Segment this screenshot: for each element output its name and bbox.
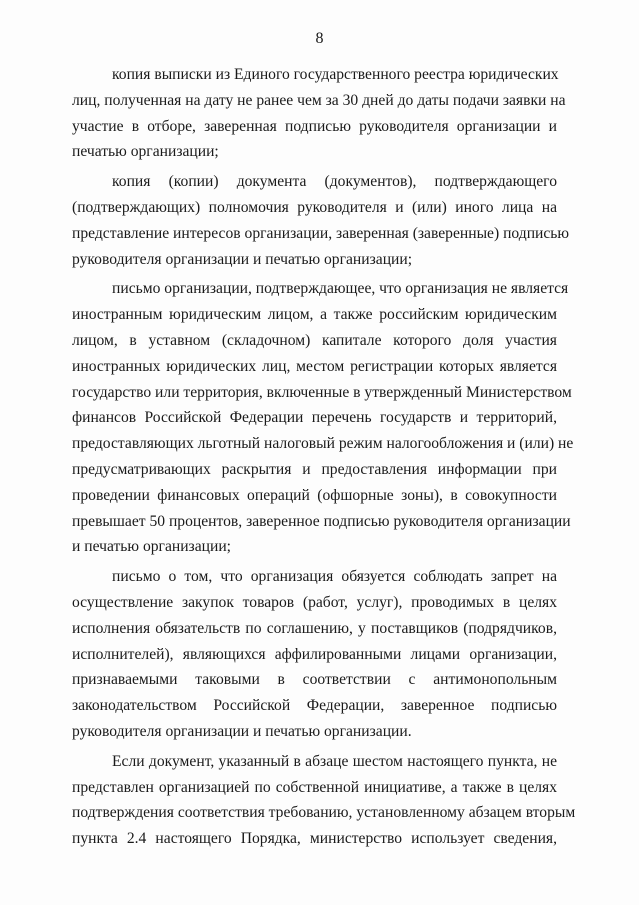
text-line: иностранных юридических лиц, местом регистрации которых является bbox=[72, 357, 557, 375]
text-line: Если документ, указанный в абзаце шестом настоящего пункта, не bbox=[112, 752, 557, 770]
text-line: и печатью организации; bbox=[72, 538, 232, 556]
text-line: (подтверждающих) полномочия руководителя и (или) иного лица на bbox=[72, 198, 557, 216]
text-line: иностранным юридическим лицом, а также российским юридическим bbox=[72, 306, 557, 324]
text-line: лиц, полученная на дату не ранее чем за 30 дней до даты подачи заявки на bbox=[72, 91, 566, 109]
text-line: государство или территория, включенные в утвержденный Министерством bbox=[72, 383, 572, 401]
text-line: руководителя организации и печатью организации; bbox=[72, 250, 413, 268]
paragraph-ministry-verification bbox=[72, 749, 576, 852]
paragraph-offshore-letter bbox=[72, 276, 574, 560]
document-body bbox=[72, 62, 576, 852]
text-line: участие в отборе, заверенная подписью руководителя организации и bbox=[72, 117, 557, 135]
text-line: исполнения обязательств по соглашению, у поставщиков (подрядчиков, bbox=[72, 619, 557, 637]
paragraph-authority-documents bbox=[72, 169, 570, 272]
text-line: представлен организацией по собственной инициативе, а также в целях bbox=[72, 778, 557, 796]
text-line: письмо организации, подтверждающее, что организация не является bbox=[112, 280, 569, 298]
paragraph-procurement-ban-letter bbox=[72, 564, 557, 745]
text-line: печатью организации; bbox=[72, 143, 219, 161]
text-line: лицом, в уставном (складочном) капитале которого доля участия bbox=[72, 331, 557, 349]
text-line: законодательством Российской Федерации, заверенное подписью bbox=[72, 697, 557, 715]
text-line: предусматривающих раскрытия и предоставления информации при bbox=[72, 460, 557, 478]
text-line: пункта 2.4 настоящего Порядка, министерство использует сведения, bbox=[72, 830, 557, 848]
text-line: руководителя организации и печатью организации. bbox=[72, 722, 412, 740]
text-line: исполнителей), являющихся аффилированными лицами организации, bbox=[72, 645, 557, 663]
page-number: 8 bbox=[315, 30, 324, 47]
text-line: представление интересов организации, заверенная (заверенные) подписью bbox=[72, 224, 570, 242]
paragraph-extract-copy bbox=[72, 62, 566, 165]
text-line: копия выписки из Единого государственного реестра юридических bbox=[112, 66, 559, 83]
text-line: письмо о том, что организация обязуется соблюдать запрет на bbox=[112, 568, 557, 586]
text-line: подтверждения соответствия требованию, установленному абзацем вторым bbox=[72, 804, 576, 822]
text-line: проведении финансовых операций (офшорные зоны), в совокупности bbox=[72, 486, 557, 504]
text-line: финансов Российской Федерации перечень государств и территорий, bbox=[72, 409, 557, 427]
text-line: признаваемыми таковыми в соответствии с антимонопольным bbox=[72, 671, 557, 689]
text-line: предоставляющих льготный налоговый режим налогообложения и (или) не bbox=[72, 435, 574, 453]
text-line: осуществление закупок товаров (работ, услуг), проводимых в целях bbox=[72, 593, 557, 611]
text-line: превышает 50 процентов, заверенное подписью руководителя организации bbox=[72, 512, 571, 530]
text-line: копия (копии) документа (документов), подтверждающего bbox=[112, 173, 557, 191]
